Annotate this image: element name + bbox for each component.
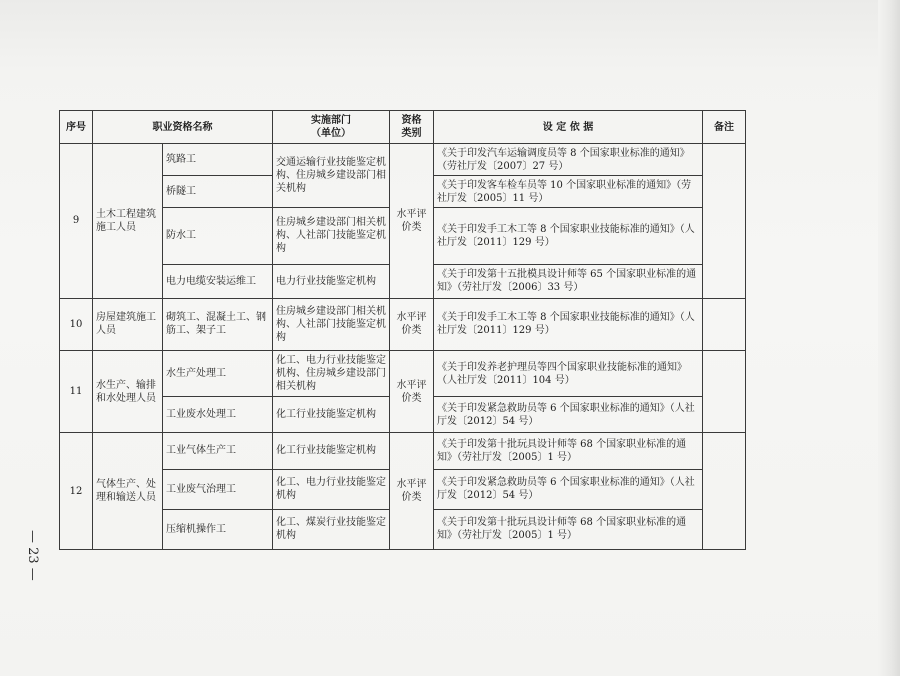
- header-type-line1: 资格: [401, 115, 422, 126]
- category-cell: 水生产、输排和水处理人员: [93, 350, 163, 432]
- remark-cell: [703, 433, 746, 550]
- basis-cell: 《关于印发手工木工等 8 个国家职业技能标准的通知》（人社厅发〔2011〕129 号）: [434, 208, 703, 264]
- table-row: [60, 350, 746, 396]
- basis-cell: 《关于印发汽车运输调度员等 8 个国家职业标准的通知》（劳社厅发〔2007〕27 号）: [434, 144, 703, 176]
- type-cell: 水平评价类: [390, 433, 434, 550]
- header-type-line2: 类别: [401, 128, 422, 139]
- remark-cell: [703, 350, 746, 432]
- basis-cell: 《关于印发养老护理员等四个国家职业技能标准的通知》（人社厅发〔2011〕104 号）: [434, 350, 703, 396]
- dept-cell: 化工、煤炭行业技能鉴定机构: [273, 509, 390, 549]
- job-cell: 砌筑工、混凝土工、钢筋工、架子工: [163, 298, 273, 350]
- basis-cell: 《关于印发手工木工等 8 个国家职业技能标准的通知》（人社厅发〔2011〕129 号）: [434, 298, 703, 350]
- job-cell: 电力电缆安装运维工: [163, 264, 273, 298]
- job-cell: 筑路工: [163, 144, 273, 176]
- category-cell: 房屋建筑施工人员: [93, 298, 163, 350]
- header-seq: 序号: [60, 111, 93, 144]
- header-dept: [273, 111, 390, 144]
- table-row: [60, 298, 746, 350]
- job-cell: 工业废水处理工: [163, 397, 273, 433]
- basis-cell: 《关于印发紧急救助员等 6 个国家职业标准的通知》（人社厅发〔2012〕54 号）: [434, 469, 703, 509]
- job-cell: 工业气体生产工: [163, 433, 273, 469]
- job-cell: 桥隧工: [163, 176, 273, 208]
- table-row: [60, 433, 746, 469]
- basis-cell: 《关于印发第十批玩具设计师等 68 个国家职业标准的通知》（劳社厅发〔2005〕1 号）: [434, 433, 703, 469]
- seq-cell: 9: [60, 144, 93, 299]
- type-cell: 水平评价类: [390, 298, 434, 350]
- dept-cell: 住房城乡建设部门相关机构、人社部门技能鉴定机构: [273, 298, 390, 350]
- category-cell: 土木工程建筑施工人员: [93, 144, 163, 299]
- qualification-table: [59, 110, 746, 550]
- header-row: [60, 111, 746, 144]
- header-name: 职业资格名称: [93, 111, 273, 144]
- job-cell: 水生产处理工: [163, 350, 273, 396]
- basis-cell: 《关于印发第十五批模具设计师等 65 个国家职业标准的通知》（劳社厅发〔2006〕33 号）: [434, 264, 703, 298]
- seq-cell: 12: [60, 433, 93, 550]
- basis-cell: 《关于印发客车检车员等 10 个国家职业标准的通知》（劳社厅发〔2005〕11 号）: [434, 176, 703, 208]
- category-cell: 气体生产、处理和输送人员: [93, 433, 163, 550]
- job-cell: 压缩机操作工: [163, 509, 273, 549]
- header-dept-line2: （单位）: [311, 128, 351, 139]
- basis-cell: 《关于印发紧急救助员等 6 个国家职业标准的通知》（人社厅发〔2012〕54 号）: [434, 397, 703, 433]
- job-cell: 防水工: [163, 208, 273, 264]
- page-edge: [878, 0, 900, 676]
- scan-shading: [0, 0, 900, 70]
- header-remark: 备注: [703, 111, 746, 144]
- dept-cell: 电力行业技能鉴定机构: [273, 264, 390, 298]
- page-number: — 23 —: [25, 529, 40, 581]
- remark-cell: [703, 144, 746, 299]
- header-basis: 设 定 依 据: [434, 111, 703, 144]
- seq-cell: 11: [60, 350, 93, 432]
- type-cell: 水平评价类: [390, 350, 434, 432]
- header-type: [390, 111, 434, 144]
- table-row: [60, 144, 746, 176]
- dept-cell: 交通运输行业技能鉴定机构、住房城乡建设部门相关机构: [273, 144, 390, 208]
- header-dept-line1: 实施部门: [311, 115, 351, 126]
- dept-cell: 化工、电力行业技能鉴定机构: [273, 469, 390, 509]
- dept-cell: 住房城乡建设部门相关机构、人社部门技能鉴定机构: [273, 208, 390, 264]
- seq-cell: 10: [60, 298, 93, 350]
- dept-cell: 化工行业技能鉴定机构: [273, 397, 390, 433]
- remark-cell: [703, 298, 746, 350]
- dept-cell: 化工行业技能鉴定机构: [273, 433, 390, 469]
- job-cell: 工业废气治理工: [163, 469, 273, 509]
- type-cell: 水平评价类: [390, 144, 434, 299]
- basis-cell: 《关于印发第十批玩具设计师等 68 个国家职业标准的通知》（劳社厅发〔2005〕1 号）: [434, 509, 703, 549]
- dept-cell: 化工、电力行业技能鉴定机构、住房城乡建设部门相关机构: [273, 350, 390, 396]
